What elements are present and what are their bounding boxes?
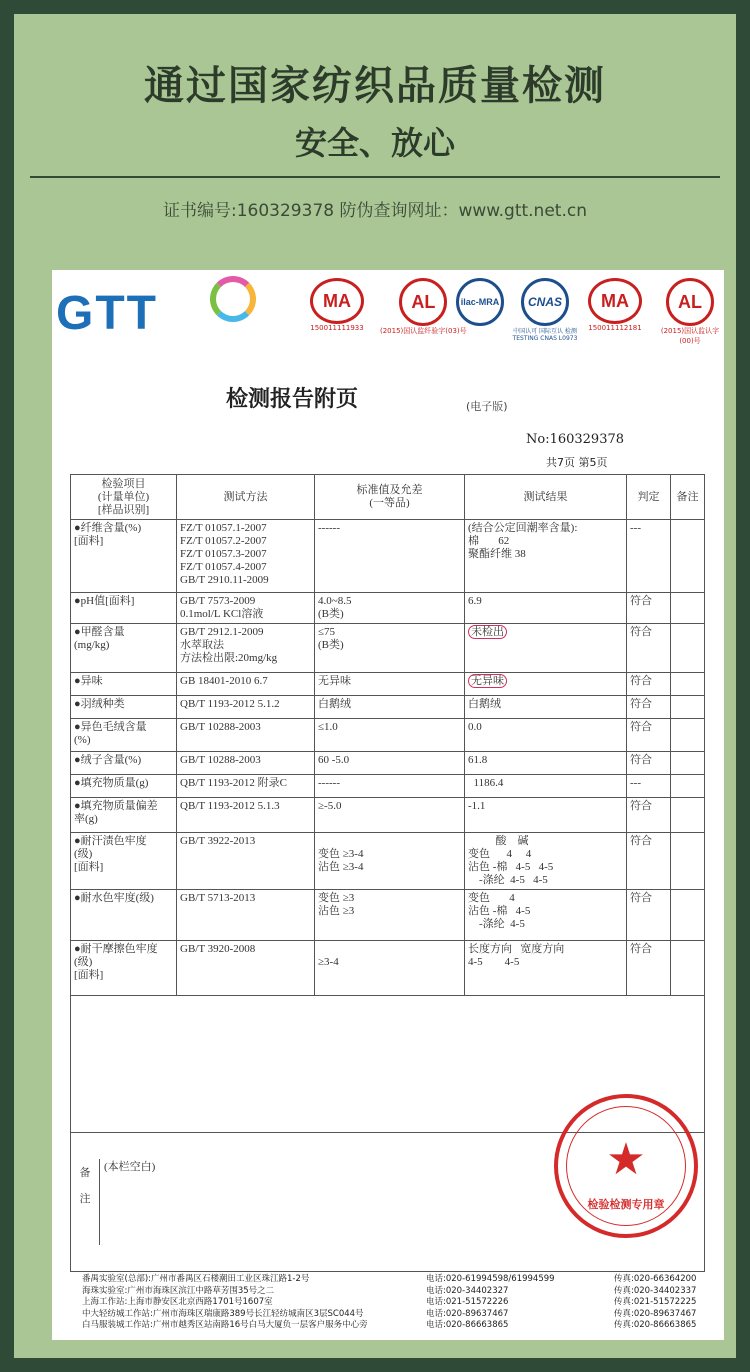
cell-text: GB/T 10288-2003: [180, 754, 261, 766]
method-cell: [177, 719, 315, 752]
standard-cell: [315, 890, 465, 941]
cell-text: -1.1: [468, 800, 486, 812]
cell-text: ●异味: [74, 675, 103, 687]
cell-text: ●耐水色牢度(级): [74, 892, 154, 904]
judgement-cell: [627, 798, 671, 833]
cell-text: GB/T 7573-2009 0.1mol/L KCl溶液: [180, 595, 264, 620]
badge-code: (2015)国认监认字(00)号: [660, 327, 720, 345]
item-cell: [71, 624, 177, 673]
cell-text: GB/T 3920-2008: [180, 943, 256, 955]
judgement-cell: [627, 890, 671, 941]
cma-badge-1: [310, 278, 364, 332]
remark-text: (本栏空白): [104, 1161, 156, 1173]
standard-cell: [315, 941, 465, 996]
result-cell: [465, 833, 627, 890]
judgement-cell: [627, 593, 671, 624]
cell-text: QB/T 1193-2012 5.1.2: [180, 698, 280, 710]
cell-text: ---: [630, 777, 641, 789]
cell-text: 符合: [630, 835, 652, 847]
result-cell: [465, 752, 627, 775]
method-cell: [177, 941, 315, 996]
method-cell: [177, 593, 315, 624]
cell-text: 变色 4 沾色 -棉 4-5 -涤纶 4-5: [468, 892, 531, 930]
standard-cell: [315, 775, 465, 798]
item-cell: [71, 941, 177, 996]
cell-text: ●填充物质量偏差 率(g): [74, 800, 158, 825]
cell-text: 白鹅绒: [468, 698, 501, 710]
standard-cell: [315, 624, 465, 673]
result-cell: [465, 673, 627, 696]
cell-text: ------: [318, 522, 340, 534]
standard-cell: [315, 798, 465, 833]
cell-text: GB 18401-2010 6.7: [180, 675, 268, 687]
table-row: [71, 719, 705, 752]
cell-text: QB/T 1193-2012 附录C: [180, 777, 287, 789]
cell-text: ●异色毛绒含量 (%): [74, 721, 147, 746]
remark-cell: [671, 941, 705, 996]
item-cell: [71, 775, 177, 798]
judgement-cell: [627, 752, 671, 775]
cell-text: 酸 碱 变色 4 4 沾色 -棉 4-5 4-5 -涤纶 4-5 4-5: [468, 835, 554, 886]
remark-cell: [671, 593, 705, 624]
cell-text: 60 -5.0: [318, 754, 350, 766]
judgement-cell: [627, 520, 671, 593]
report-title: 检测报告附页: [225, 386, 358, 412]
remark-cell: [671, 520, 705, 593]
item-cell: [71, 833, 177, 890]
cell-text: 未检出: [468, 625, 507, 639]
judgement-cell: [627, 673, 671, 696]
table-row: [71, 593, 705, 624]
cell-text: GB/T 3922-2013: [180, 835, 256, 847]
item-cell: [71, 752, 177, 775]
item-cell: [71, 696, 177, 719]
cell-text: ●甲醛含量 (mg/kg): [74, 626, 125, 651]
cell-text: 4.0~8.5 (B类): [318, 595, 352, 620]
cell-text: 白鹅绒: [318, 698, 351, 710]
method-cell: [177, 673, 315, 696]
cell-text: GB/T 10288-2003: [180, 721, 261, 733]
cell-text: ≥3-4: [318, 956, 339, 968]
footer-addresses: 番禺实验室(总部):广州市番禺区石楼潮田工业区珠江路1-2号 海珠实验室:广州市海珠区滨江中路草芳围35号之二 上海工作站:上海市静安区北京西路1701号1607室 中大轻纺城工作站:广州市海珠区瑞康路389号长江轻纺城南区3层SC044号 白马服装城工作站:广州市越秀区站南路16号白马大厦负一层客户服务中心旁: [82, 1274, 368, 1330]
cell-text: ------: [318, 777, 340, 789]
remark-cell: [671, 798, 705, 833]
remark-cell: [671, 673, 705, 696]
cell-text: FZ/T 01057.1-2007 FZ/T 01057.2-2007 FZ/T 01057.3-2007 FZ/T 01057.4-2007 GB/T 2910.11-2009: [180, 522, 269, 586]
header-method: 测试方法: [177, 475, 315, 520]
cell-text: 符合: [630, 626, 652, 638]
method-cell: [177, 890, 315, 941]
cma-mark-icon: MA: [310, 278, 364, 324]
result-cell: [465, 696, 627, 719]
method-cell: [177, 752, 315, 775]
cal-mark-icon: AL: [666, 278, 714, 326]
cal-badge-1: [380, 278, 467, 336]
standard-cell: [315, 752, 465, 775]
cell-text: ≤1.0: [318, 721, 338, 733]
judgement-cell: [627, 941, 671, 996]
item-cell: [71, 520, 177, 593]
result-cell: [465, 719, 627, 752]
cell-text: ≤75 (B类): [318, 626, 344, 651]
cell-text: ●耐汗渍色牢度 (级) [面料]: [74, 835, 147, 873]
cell-text: GB/T 5713-2013: [180, 892, 256, 904]
header-remark: 备注: [671, 475, 705, 520]
cell-text: ≥-5.0: [318, 800, 342, 812]
item-cell: [71, 719, 177, 752]
header-standard: 标准值及允差 (一等品): [315, 475, 465, 520]
cell-text: ---: [630, 522, 641, 534]
badge-code: 中国认可 国际互认 检测 TESTING CNAS L0973: [512, 328, 578, 342]
standard-cell: [315, 593, 465, 624]
standard-cell: [315, 673, 465, 696]
result-cell: [465, 890, 627, 941]
table-row: [71, 520, 705, 593]
header-item: 检验项目 (计量单位) [样品识别]: [71, 475, 177, 520]
cell-text: 变色 ≥3-4 沾色 ≥3-4: [318, 848, 364, 873]
remark-cell: [671, 719, 705, 752]
item-cell: [71, 673, 177, 696]
cell-text: 符合: [630, 595, 652, 607]
header-judgement: 判定: [627, 475, 671, 520]
cal-badge-2: [656, 278, 724, 346]
cell-text: ●纤维含量(%) [面料]: [74, 522, 142, 547]
cell-text: ●填充物质量(g): [74, 777, 149, 789]
item-cell: [71, 798, 177, 833]
report-number: No:160329378: [526, 432, 625, 447]
remark-cell: [671, 752, 705, 775]
footer-phones: 电话:020-61994598/61994599 电话:020-34402327 电话:021-51572226 电话:020-89637467 电话:020-86663865: [426, 1274, 555, 1330]
certificate-line: 证书编号:160329378 防伪查询网址：www.gtt.net.cn: [163, 201, 587, 221]
standard-cell: [315, 696, 465, 719]
header-result: 测试结果: [465, 475, 627, 520]
badge-code: 150011112181: [588, 324, 642, 332]
cnas-badge: [504, 278, 586, 342]
gtt-ring-icon: [210, 276, 256, 322]
table-header-row: [71, 475, 705, 520]
cell-text: 长度方向 宽度方向 4-5 4-5: [468, 943, 565, 968]
table-row: [71, 696, 705, 719]
cell-text: GB/T 2912.1-2009 水萃取法 方法检出限:20mg/kg: [180, 626, 278, 664]
judgement-cell: [627, 624, 671, 673]
cell-text: 符合: [630, 892, 652, 904]
cnas-mark-icon: CNAS: [521, 278, 569, 326]
banner-title: 通过国家纺织品质量检测: [144, 62, 606, 109]
cell-text: (结合公定回潮率含量): 棉 62 聚酯纤维 38: [468, 522, 578, 560]
cell-text: 无异味: [468, 674, 507, 688]
cell-text: 符合: [630, 754, 652, 766]
standard-cell: [315, 520, 465, 593]
judgement-cell: [627, 775, 671, 798]
banner-frame: [30, 30, 720, 178]
badge-code: (2015)国认监纤验字(03)号: [380, 327, 467, 335]
seal-text: 检验检测专用章: [587, 1198, 665, 1211]
banner-subtitle: 安全、放心: [294, 124, 455, 162]
cal-mark-icon: AL: [399, 278, 447, 326]
cell-text: 6.9: [468, 595, 482, 607]
cell-text: 符合: [630, 721, 652, 733]
cell-text: ●pH值[面料]: [74, 595, 135, 607]
page-count: 共7页 第5页: [546, 456, 608, 469]
table-row: [71, 833, 705, 890]
remark-cell: [671, 775, 705, 798]
method-cell: [177, 520, 315, 593]
table-row: [71, 624, 705, 673]
remark-cell: [671, 624, 705, 673]
judgement-cell: [627, 833, 671, 890]
table-row: [71, 752, 705, 775]
result-cell: [465, 775, 627, 798]
remark-cell: [671, 696, 705, 719]
gtt-logo: GTT: [56, 287, 158, 340]
cell-text: 无异味: [318, 675, 351, 687]
result-cell: [465, 941, 627, 996]
judgement-cell: [627, 696, 671, 719]
table-row: [71, 890, 705, 941]
method-cell: [177, 624, 315, 673]
cell-text: QB/T 1193-2012 5.1.3: [180, 800, 280, 812]
remark-label: 备 注: [71, 1159, 100, 1245]
star-icon: ★: [606, 1134, 646, 1185]
cell-text: 符合: [630, 800, 652, 812]
result-cell: [465, 593, 627, 624]
result-cell: [465, 624, 627, 673]
standard-cell: [315, 833, 465, 890]
ilac-mark-icon: ilac-MRA: [456, 278, 504, 326]
cell-text: ●绒子含量(%): [74, 754, 142, 766]
cell-text: 1186.4: [468, 777, 504, 789]
inspection-seal: [554, 1094, 698, 1238]
standard-cell: [315, 719, 465, 752]
table-row: [71, 673, 705, 696]
test-report-page: [52, 270, 724, 1340]
result-cell: [465, 798, 627, 833]
result-cell: [465, 520, 627, 593]
judgement-cell: [627, 719, 671, 752]
report-title-note: (电子版): [466, 400, 508, 413]
footer-faxes: 传真:020-66364200 传真:020-34402337 传真:021-51572225 传真:020-89637467 传真:020-86663865: [614, 1274, 697, 1330]
method-cell: [177, 798, 315, 833]
ilac-badge: [456, 278, 504, 326]
remark-cell: [671, 890, 705, 941]
cell-text: ●耐干摩擦色牢度 (级) [面料]: [74, 943, 158, 981]
cma-badge-2: [588, 278, 642, 332]
cell-text: 变色 ≥3 沾色 ≥3: [318, 892, 355, 917]
method-cell: [177, 696, 315, 719]
cell-text: 符合: [630, 698, 652, 710]
page-background: [14, 14, 736, 1358]
method-cell: [177, 775, 315, 798]
cell-text: 61.8: [468, 754, 488, 766]
remark-cell: [671, 833, 705, 890]
method-cell: [177, 833, 315, 890]
item-cell: [71, 593, 177, 624]
table-row: [71, 941, 705, 996]
cell-text: ●羽绒种类: [74, 698, 125, 710]
cell-text: 符合: [630, 943, 652, 955]
cell-text: 0.0: [468, 721, 482, 733]
cell-text: 符合: [630, 675, 652, 687]
item-cell: [71, 890, 177, 941]
table-row: [71, 775, 705, 798]
table-row: [71, 798, 705, 833]
cma-mark-icon: MA: [588, 278, 642, 324]
badge-code: 150011111933: [310, 324, 364, 332]
